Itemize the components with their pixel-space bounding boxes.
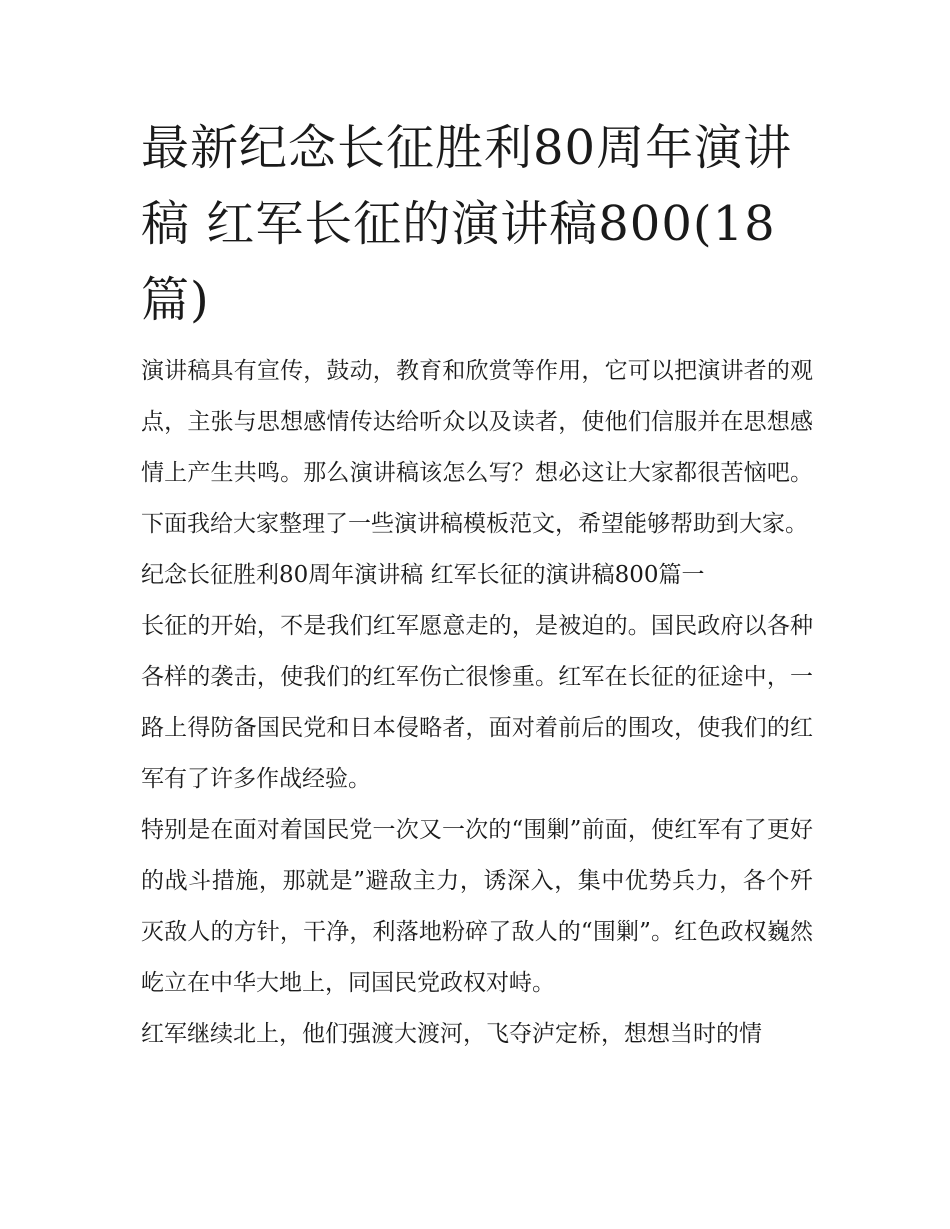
body-paragraph: 特别是在面对着国民党一次又一次的“围剿”前面，使红军有了更好的战斗措施，那就是”避敌主力，诱深入，集中优势兵力，各个歼灭敌人的方针，干净，利落地粉碎了敌人的“围剿”。红色政权巍然屹立在中华大地上，同国民党政权对峙。 [141,817,813,996]
intro-paragraph: 演讲稿具有宣传，鼓动，教育和欣赏等作用，它可以把演讲者的观点，主张与思想感情传达给听众以及读者，使他们信服并在思想感情上产生共鸣。那么演讲稿该怎么写？想必这让大家都很苦恼吧。下面我给大家整理了一些演讲稿模板范文，希望能够帮助到大家。 [141,358,813,537]
document-body [141,110,813,1060]
body-paragraph: 红军继续北上，他们强渡大渡河，飞夺泸定桥，想想当时的情 [141,1021,762,1047]
section-heading: 纪念长征胜利80周年演讲稿 红军长征的演讲稿800篇一 [141,562,705,588]
document-title: 最新纪念长征胜利80周年演讲稿 红军长征的演讲稿800(18篇) [141,120,793,328]
body-paragraph: 长征的开始，不是我们红军愿意走的，是被迫的。国民政府以各种各样的袭击，使我们的红军伤亡很惨重。红军在长征的征途中，一路上得防备国民党和日本侵略者，面对着前后的围攻，使我们的红军有了许多作战经验。 [141,613,813,792]
